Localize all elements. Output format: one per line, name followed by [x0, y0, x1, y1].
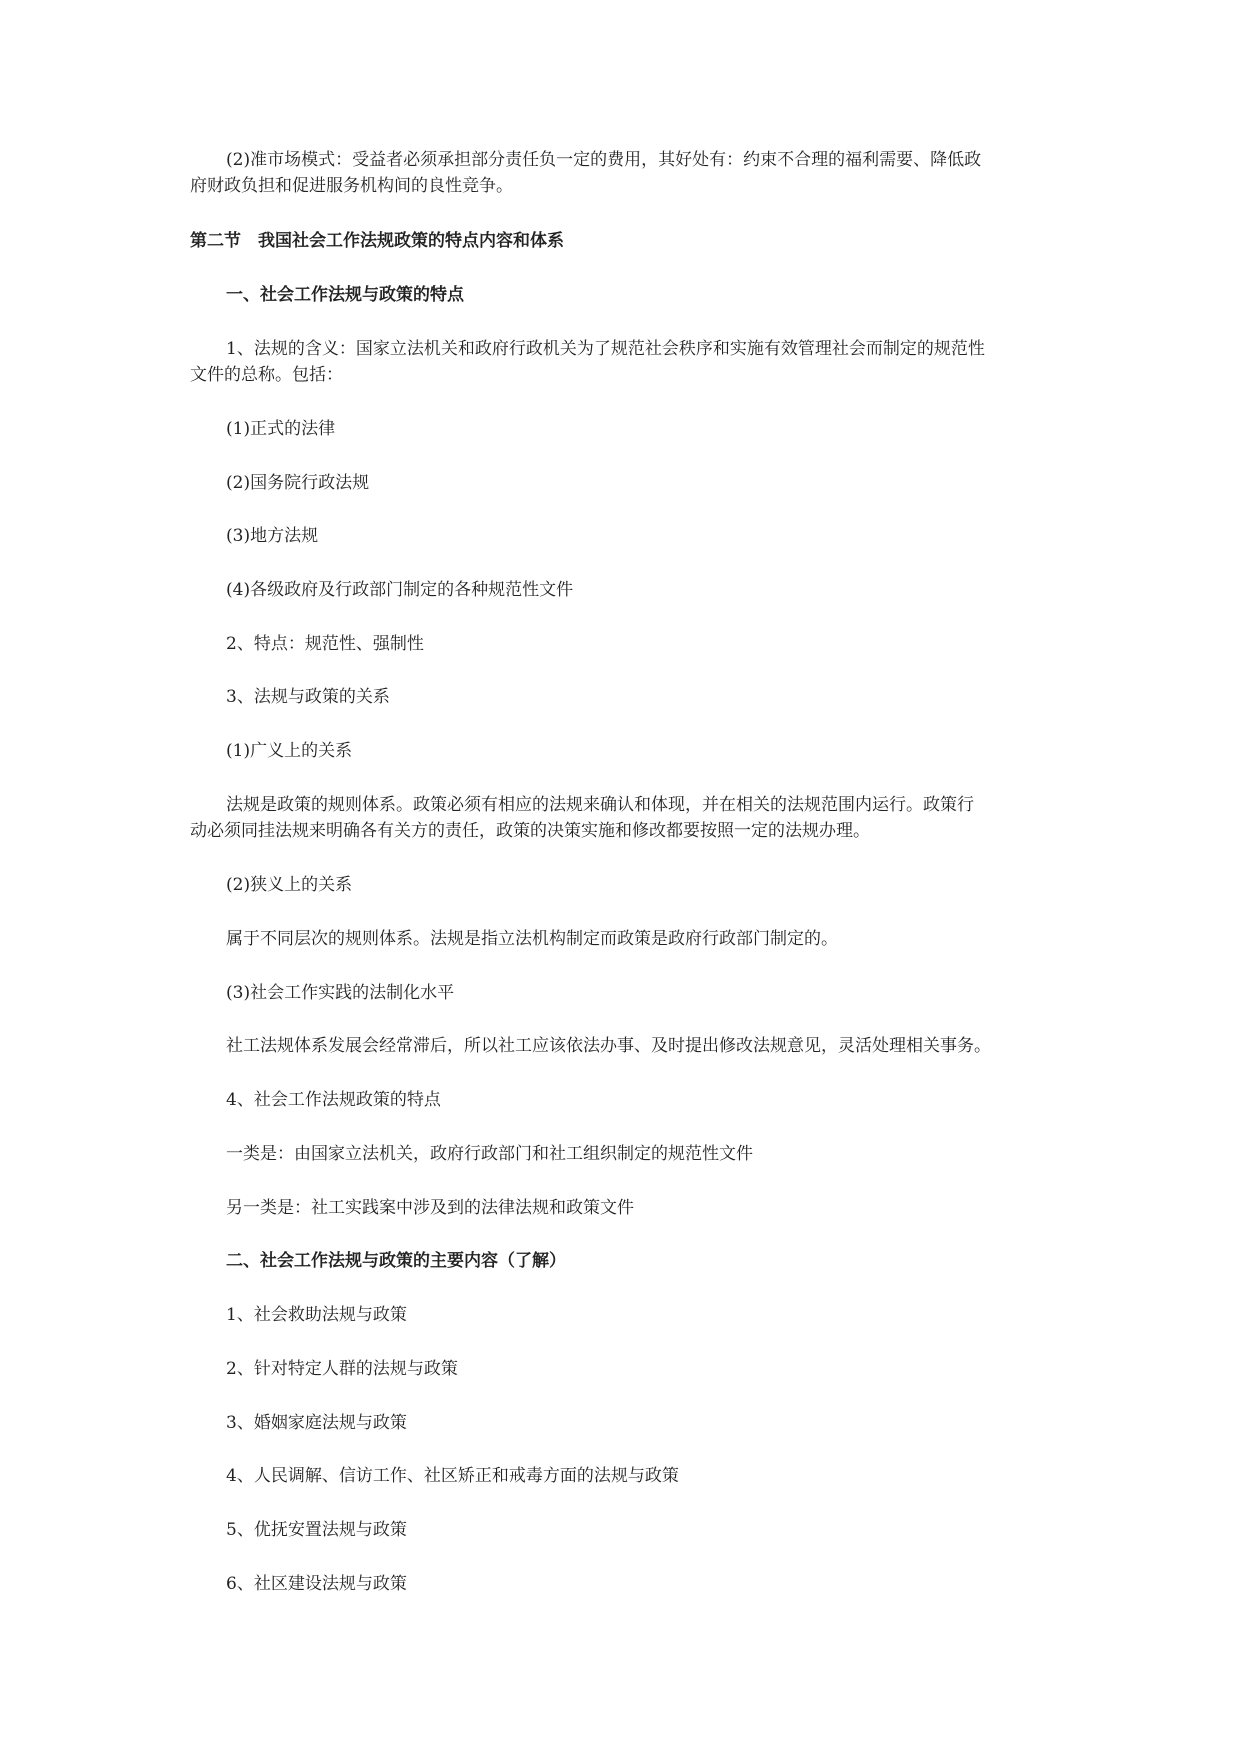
list-item: (2)狭义上的关系: [226, 875, 353, 895]
list-item: 6、社区建设法规与政策: [226, 1574, 407, 1594]
list-item: 2、针对特定人群的法规与政策: [226, 1359, 458, 1379]
list-item: 1、社会救助法规与政策: [226, 1305, 407, 1325]
list-item: 2、特点：规范性、强制性: [226, 634, 424, 654]
paragraph-line: (2)准市场模式：受益者必须承担部分责任负一定的费用，其好处有：约束不合理的福利需要、降低政: [226, 150, 982, 170]
list-item: 4、社会工作法规政策的特点: [226, 1090, 441, 1110]
paragraph-line: 社工法规体系发展会经常滞后，所以社工应该依法办事、及时提出修改法规意见，灵活处理相关事务。: [226, 1036, 991, 1056]
paragraph-line: 府财政负担和促进服务机构间的良性竞争。: [190, 176, 513, 196]
list-item: (1)广义上的关系: [226, 741, 353, 761]
paragraph-line: 一类是：由国家立法机关，政府行政部门和社工组织制定的规范性文件: [226, 1144, 753, 1164]
paragraph-line: 1、法规的含义：国家立法机关和政府行政机关为了规范社会秩序和实施有效管理社会而制定的规范性: [226, 339, 985, 359]
paragraph-line: 另一类是：社工实践案中涉及到的法律法规和政策文件: [226, 1198, 634, 1218]
section-heading: 第二节 我国社会工作法规政策的特点内容和体系: [190, 231, 564, 251]
list-item: 3、婚姻家庭法规与政策: [226, 1413, 407, 1433]
list-item: (3)社会工作实践的法制化水平: [226, 983, 455, 1003]
paragraph-line: 属于不同层次的规则体系。法规是指立法机构制定而政策是政府行政部门制定的。: [226, 929, 838, 949]
list-item: (2)国务院行政法规: [226, 473, 370, 493]
subsection-heading: 一、社会工作法规与政策的特点: [226, 285, 464, 305]
paragraph-line: 法规是政策的规则体系。政策必须有相应的法规来确认和体现，并在相关的法规范围内运行。政策行: [226, 795, 974, 815]
paragraph-line: 文件的总称。包括：: [190, 365, 343, 385]
list-item: 4、人民调解、信访工作、社区矫正和戒毒方面的法规与政策: [226, 1466, 679, 1486]
subsection-heading: 二、社会工作法规与政策的主要内容（了解）: [226, 1251, 566, 1271]
list-item: 3、法规与政策的关系: [226, 687, 390, 707]
list-item: (3)地方法规: [226, 526, 319, 546]
list-item: (4)各级政府及行政部门制定的各种规范性文件: [226, 580, 574, 600]
list-item: (1)正式的法律: [226, 419, 336, 439]
paragraph-line: 动必须同挂法规来明确各有关方的责任，政策的决策实施和修改都要按照一定的法规办理。: [190, 821, 870, 841]
list-item: 5、优抚安置法规与政策: [226, 1520, 407, 1540]
